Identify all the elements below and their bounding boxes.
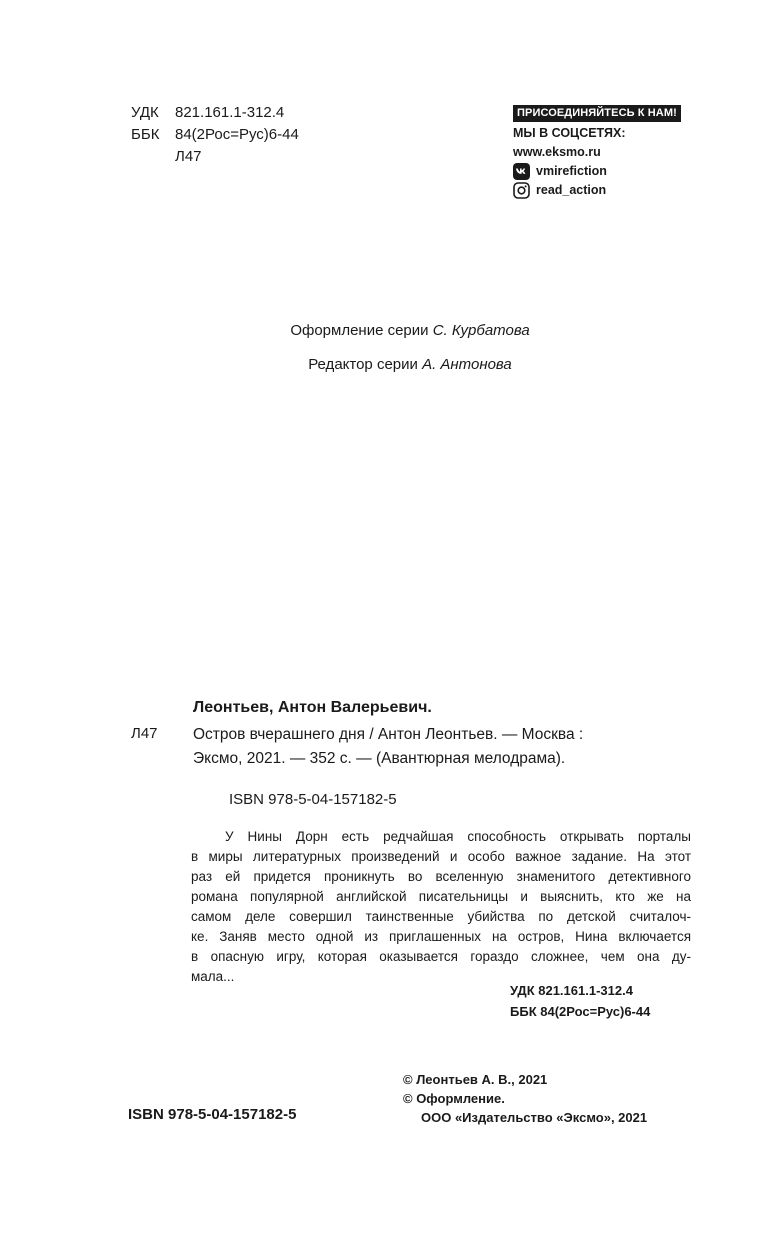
bbk-label: ББК <box>131 126 160 143</box>
editor-label: Редактор серии <box>308 356 418 373</box>
vk-icon <box>513 163 530 180</box>
bib-description <box>193 723 583 771</box>
udk-bottom: УДК 821.161.1-312.4 <box>510 983 633 998</box>
series-design-credit <box>26 322 768 339</box>
bbk-value: 84(2Рос=Рус)6-44 <box>175 126 299 143</box>
annotation-line: мала... <box>191 969 235 984</box>
instagram-handle: read_action <box>536 183 607 197</box>
classification-bottom <box>510 980 650 1022</box>
copyright-design: © Оформление. <box>403 1091 505 1106</box>
isbn-bib: ISBN 978-5-04-157182-5 <box>229 791 397 808</box>
bib-description-line: Остров вчерашнего дня / Антон Леонтьев. — Москва : <box>193 726 584 743</box>
vk-row[interactable] <box>513 162 693 181</box>
editor-name: А. Антонова <box>422 356 512 373</box>
social-block <box>513 103 693 200</box>
series-editor-credit <box>26 356 768 373</box>
copyright-publisher: ООО «Издательство «Эксмо», 2021 <box>421 1110 648 1125</box>
classification-block <box>131 102 299 168</box>
annotation <box>191 827 691 987</box>
author-mark-top: Л47 <box>175 148 202 165</box>
social-heading: МЫ В СОЦСЕТЯХ: <box>513 126 626 140</box>
bib-description-line: Эксмо, 2021. — 352 с. — (Авантюрная мелодрама). <box>193 750 566 767</box>
design-label: Оформление серии <box>290 322 429 339</box>
annotation-line: ке. Заняв место одной из приглашенных на остров, Нина включается <box>191 929 691 944</box>
join-banner: ПРИСОЕДИНЯЙТЕСЬ К НАМ! <box>513 105 681 122</box>
annotation-line: в миры литературных произведений и особо важное задание. На этот <box>191 849 691 864</box>
isbn-bottom: ISBN 978-5-04-157182-5 <box>128 1106 297 1123</box>
bbk-bottom: ББК 84(2Рос=Рус)6-44 <box>510 1004 651 1019</box>
annotation-line: романа популярной английской писательницы и выяснить, кто же на <box>191 889 691 904</box>
author-mark-bib: Л47 <box>131 725 158 742</box>
copyright-author: © Леонтьев А. В., 2021 <box>403 1072 548 1087</box>
vk-handle: vmirefiction <box>536 164 607 178</box>
website-link[interactable]: www.eksmo.ru <box>513 145 601 159</box>
udk-value: 821.161.1-312.4 <box>175 104 285 121</box>
udk-label: УДК <box>131 104 159 121</box>
author-heading: Леонтьев, Антон Валерьевич. <box>193 699 432 716</box>
annotation-line: раз ей придется проникнуть во вселенную знаменитого детективного <box>191 869 691 884</box>
annotation-line: самом деле совершил таинственные убийства по детской считалоч- <box>191 909 691 924</box>
instagram-row[interactable] <box>513 181 693 200</box>
instagram-icon <box>513 182 530 199</box>
annotation-line: У Нины Дорн есть редчайшая способность открывать порталы <box>225 829 691 844</box>
copyright-block <box>403 1070 647 1127</box>
design-name: С. Курбатова <box>432 322 530 339</box>
annotation-line: в опасную игру, которая оказывается гораздо сложнее, чем она ду- <box>191 949 691 964</box>
